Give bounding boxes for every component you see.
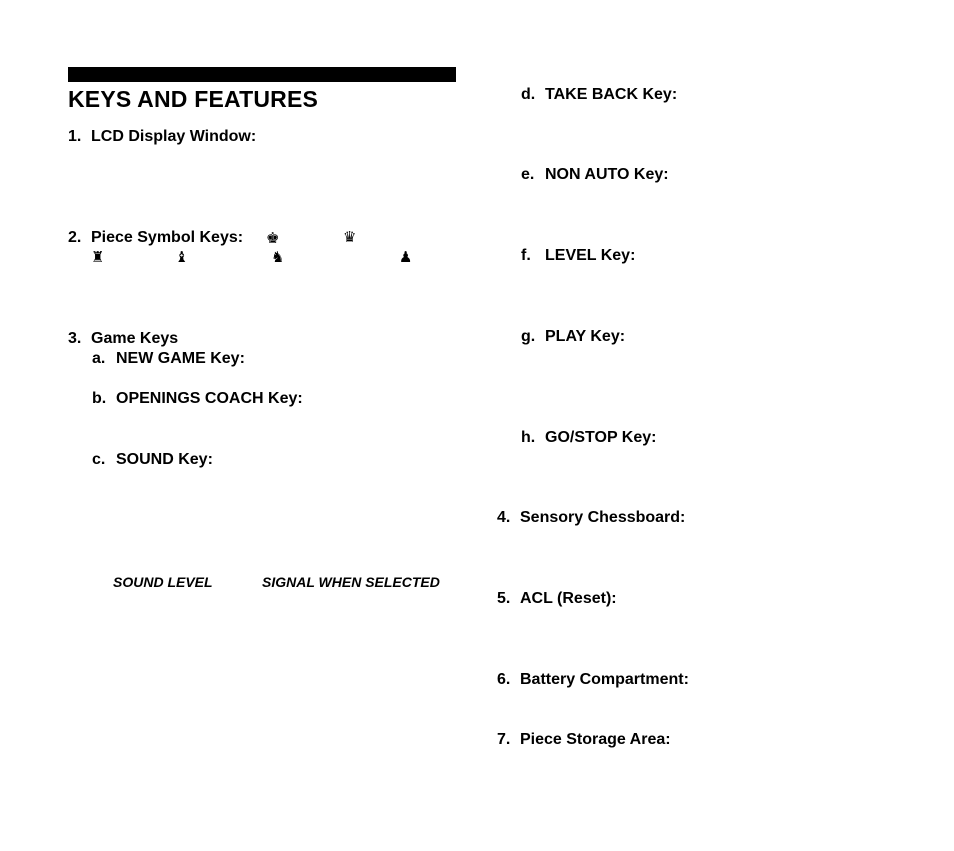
item-letter: h. [521, 429, 536, 446]
item-openings-coach-key [92, 390, 303, 408]
item-label: PLAY Key: [545, 328, 626, 345]
item-label: SOUND Key: [116, 451, 213, 468]
item-letter: d. [521, 86, 536, 103]
signal-header: SIGNAL WHEN SELECTED [262, 574, 440, 590]
item-battery-compartment [497, 671, 689, 689]
item-label: TAKE BACK Key: [545, 86, 678, 103]
item-number: 2. [68, 229, 82, 246]
item-number: 4. [497, 509, 511, 526]
queen-icon: ♛ [343, 228, 357, 246]
item-label: Piece Symbol Keys: [91, 229, 244, 246]
item-piece-symbol-keys [68, 229, 243, 247]
item-number: 7. [497, 731, 511, 748]
item-label: LEVEL Key: [545, 247, 636, 264]
item-label: OPENINGS COACH Key: [116, 390, 303, 407]
item-label: Game Keys [91, 330, 179, 347]
item-label: Piece Storage Area: [520, 731, 671, 748]
item-letter: e. [521, 166, 535, 183]
item-number: 3. [68, 330, 82, 347]
item-letter: f. [521, 247, 531, 264]
item-letter: c. [92, 451, 106, 468]
pawn-icon: ♟ [399, 248, 413, 266]
item-label: NON AUTO Key: [545, 166, 669, 183]
item-number: 1. [68, 128, 82, 145]
knight-icon: ♞ [271, 248, 285, 266]
item-label: NEW GAME Key: [116, 350, 245, 367]
item-acl-reset [497, 590, 617, 608]
item-label: ACL (Reset): [520, 590, 617, 607]
header-rule [68, 67, 456, 82]
item-sensory-chessboard [497, 509, 685, 527]
rook-icon: ♜ [91, 248, 105, 266]
item-letter: g. [521, 328, 536, 345]
item-play-key [521, 328, 625, 346]
item-non-auto-key [521, 166, 669, 184]
item-label: LCD Display Window: [91, 128, 257, 145]
king-icon: ♚ [266, 229, 280, 247]
bishop-icon: ♝ [175, 248, 189, 266]
item-sound-key [92, 451, 213, 469]
item-label: GO/STOP Key: [545, 429, 657, 446]
item-letter: b. [92, 390, 107, 407]
sound-level-header: SOUND LEVEL [113, 574, 213, 590]
item-game-keys [68, 330, 178, 348]
item-letter: a. [92, 350, 106, 367]
item-new-game-key [92, 350, 245, 368]
item-number: 5. [497, 590, 511, 607]
item-level-key [521, 247, 635, 265]
item-take-back-key [521, 86, 677, 104]
page-title: KEYS AND FEATURES [68, 86, 319, 112]
item-number: 6. [497, 671, 511, 688]
item-label: Battery Compartment: [520, 671, 689, 688]
item-piece-storage-area [497, 731, 671, 749]
item-go-stop-key [521, 429, 656, 447]
item-lcd-display [68, 128, 256, 146]
item-label: Sensory Chessboard: [520, 509, 686, 526]
